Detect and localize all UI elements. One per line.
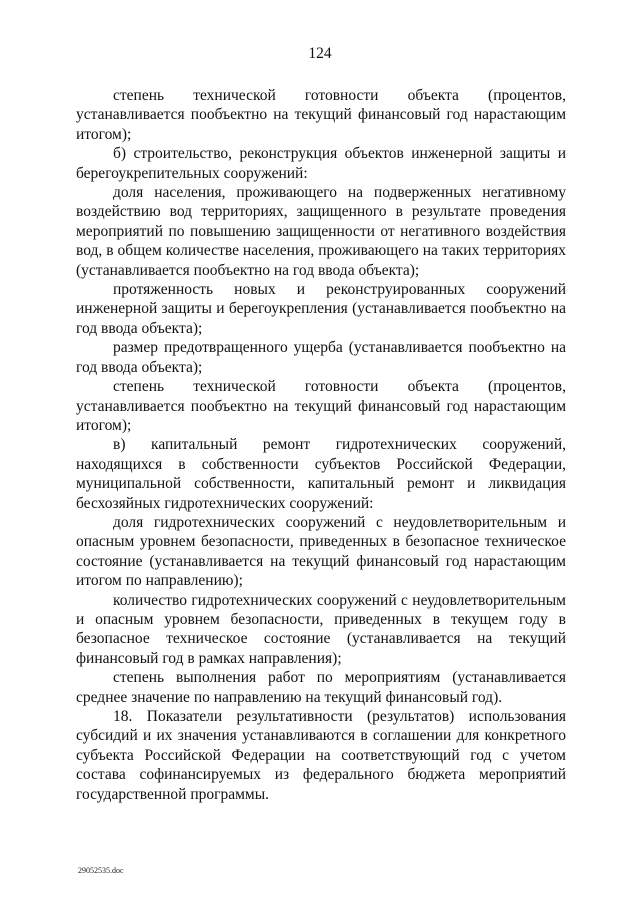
paragraph: 18. Показатели результативности (результатов) использования субсидий и их значения устанавливаются в соглашении для конкретного субъекта Российской Федерации на соответствующий год с учетом состава софинансируемых из федерального бюджета мероприятий государственной программы. bbox=[76, 708, 566, 803]
paragraph: степень технической готовности объекта (процентов, устанавливается пообъектно на текущий финансовый год нарастающим итогом); bbox=[76, 378, 566, 434]
footer-file-name: 29052535.doc bbox=[78, 866, 124, 875]
paragraph: степень выполнения работ по мероприятиям (устанавливается среднее значение по направлению на текущий финансовый год). bbox=[76, 669, 566, 706]
paragraph: б) строительство, реконструкция объектов инженерной защиты и берегоукрепительных сооружений: bbox=[76, 145, 566, 182]
page-number: 124 bbox=[308, 45, 332, 62]
paragraph: протяженность новых и реконструированных сооружений инженерной защиты и берегоукрепления (устанавливается пообъектно на год ввода объекта); bbox=[76, 281, 566, 337]
paragraph: количество гидротехнических сооружений с неудовлетворительным и опасным уровнем безопасности, приведенных в текущем году в безопасное техническое состояние (устанавливается на текущий финансовый год в рамках направления); bbox=[76, 591, 566, 667]
paragraph: доля населения, проживающего на подверженных негативному воздействию вод территориях, защищенного в результате проведения мероприятий по повышению защищенности от негативного воздействия вод, в общем количестве населения, проживающего на таких территориях (устанавливается пообъектно на год ввода объекта); bbox=[76, 184, 566, 279]
paragraph: степень технической готовности объекта (процентов, устанавливается пообъектно на текущий финансовый год нарастающим итогом); bbox=[76, 87, 566, 143]
paragraph: размер предотвращенного ущерба (устанавливается пообъектно на год ввода объекта); bbox=[76, 339, 566, 376]
document-body bbox=[76, 86, 566, 804]
paragraph: в) капитальный ремонт гидротехнических сооружений, находящихся в собственности субъектов Российской Федерации, муниципальной собственности, капитальный ремонт и ликвидация бесхозяйных гидротехнических сооружений: bbox=[76, 436, 566, 512]
paragraph: доля гидротехнических сооружений с неудовлетворительным и опасным уровнем безопасности, приведенных в безопасное техническое состояние (устанавливается на текущий финансовый год нарастающим итогом по направлению); bbox=[76, 513, 566, 590]
